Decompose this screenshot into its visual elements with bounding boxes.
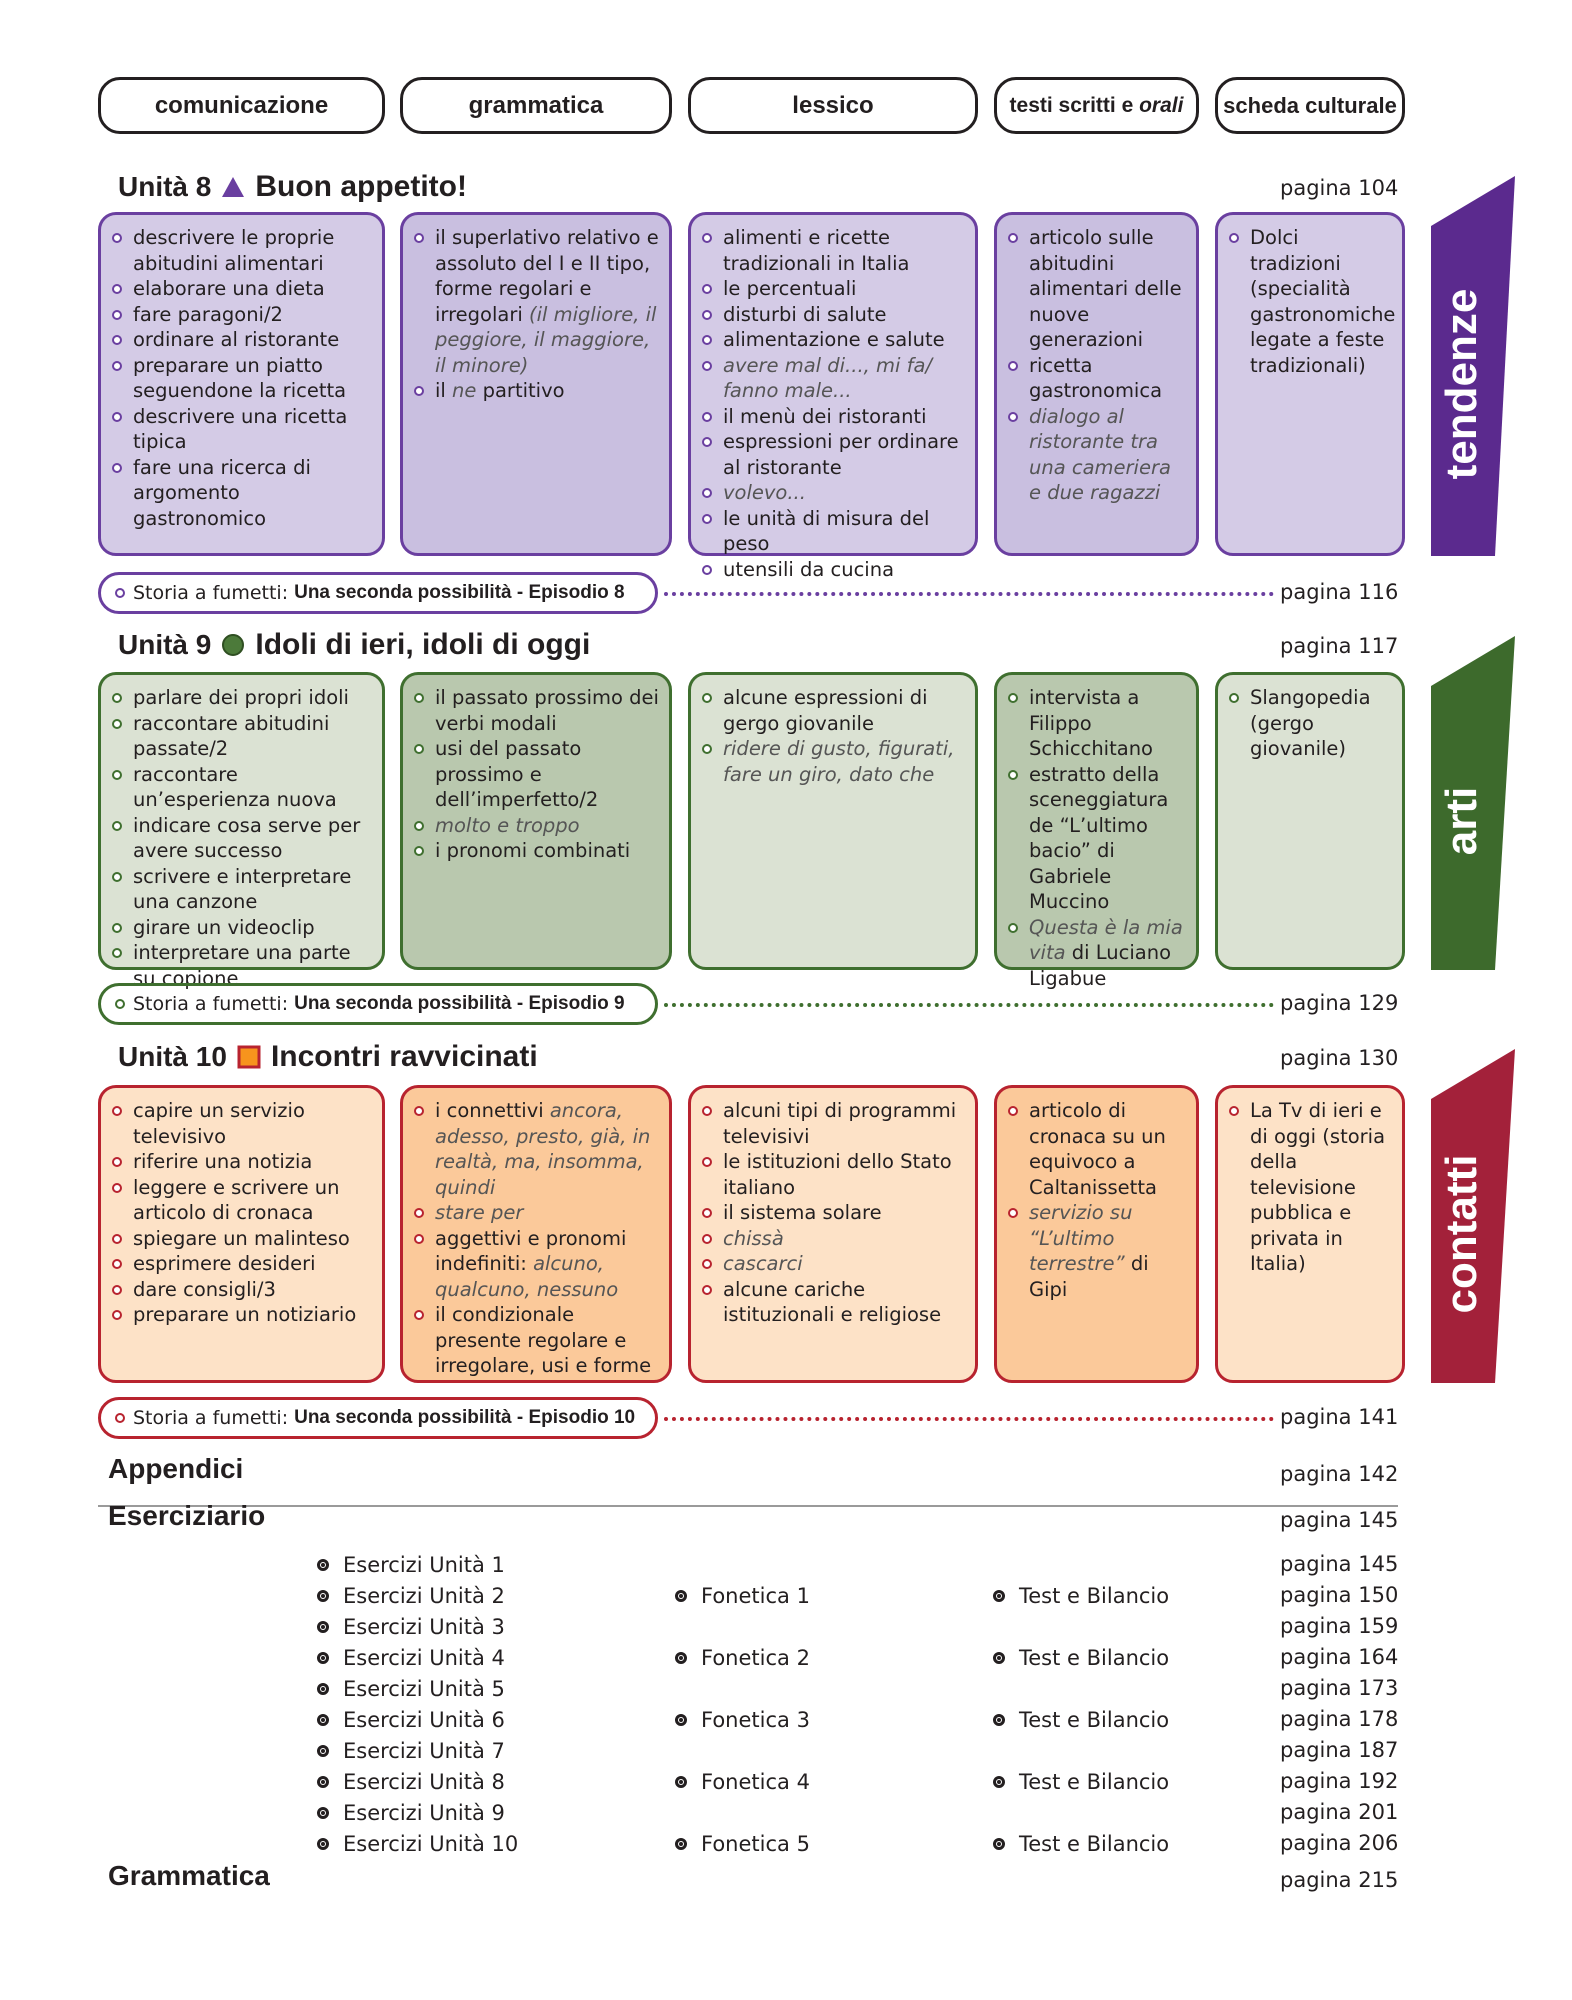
bullet-icon bbox=[993, 1714, 1005, 1726]
item-text: espressioni per ordinare al ristorante bbox=[723, 430, 959, 479]
test-item-label: Test e Bilancio bbox=[1019, 1646, 1170, 1670]
item-text: raccontare abitudini passate/2 bbox=[133, 711, 330, 760]
list-item bbox=[109, 1302, 374, 1328]
item-text: spiegare un malinteso bbox=[133, 1226, 350, 1250]
item-text: articolo sulle abitudini alimentari delle nuove generazioni bbox=[1029, 226, 1182, 351]
list-item bbox=[109, 404, 374, 455]
test-item bbox=[993, 1770, 1169, 1794]
unit-title bbox=[118, 170, 467, 204]
item-text: il condizionale presente regolare e irregolare, usi e forme bbox=[435, 1303, 652, 1377]
unit-column bbox=[400, 212, 672, 556]
appendici-page: pagina 142 bbox=[1280, 1462, 1399, 1486]
item-text: parlare dei propri idoli bbox=[133, 686, 349, 709]
triangle-icon bbox=[221, 175, 245, 199]
list-item bbox=[411, 225, 661, 378]
unit-column bbox=[994, 1085, 1199, 1383]
esercizi-item bbox=[317, 1677, 505, 1701]
item-italic: cascarci bbox=[723, 1252, 803, 1275]
dotted-leader bbox=[664, 1417, 1274, 1421]
item-text: Dolci tradizioni (specialità gastronomiche legate a feste tradizionali) bbox=[1250, 226, 1396, 377]
list-item bbox=[109, 813, 374, 864]
test-item-label: Test e Bilancio bbox=[1019, 1584, 1170, 1608]
list-item bbox=[699, 736, 967, 787]
list-item bbox=[1226, 225, 1394, 378]
list-item bbox=[1226, 685, 1394, 762]
list-item bbox=[109, 353, 374, 404]
list-item bbox=[411, 736, 661, 813]
esercizi-item-label: Esercizi Unità 8 bbox=[343, 1770, 505, 1794]
list-item bbox=[699, 276, 967, 302]
test-item bbox=[993, 1646, 1169, 1670]
theme-band-label: tendenze bbox=[1437, 288, 1486, 480]
list-item bbox=[699, 1098, 967, 1149]
esercizi-item bbox=[317, 1770, 505, 1794]
esercizi-page: pagina 201 bbox=[1280, 1800, 1399, 1824]
list-item bbox=[1005, 353, 1188, 404]
bullet-icon bbox=[675, 1714, 687, 1726]
story-prefix: Storia a fumetti: bbox=[133, 582, 289, 604]
bullet-icon bbox=[115, 588, 125, 598]
esercizi-page: pagina 150 bbox=[1280, 1583, 1399, 1607]
list-item bbox=[109, 1251, 374, 1277]
list-item bbox=[1005, 1098, 1188, 1200]
item-italic: ne bbox=[452, 379, 477, 402]
list-item bbox=[699, 1200, 967, 1226]
grammatica-page: pagina 215 bbox=[1280, 1868, 1399, 1892]
list-item bbox=[109, 1175, 374, 1226]
item-italic: alcuno, qualcuno, nessuno bbox=[435, 1252, 619, 1301]
item-text: interpretare una parte su copione bbox=[133, 941, 351, 990]
list-item bbox=[699, 480, 967, 506]
item-text: alcune cariche istituzionali e religiose bbox=[723, 1277, 942, 1326]
bullet-icon bbox=[317, 1807, 329, 1819]
unit-label: Unità 9 bbox=[118, 629, 212, 660]
dotted-leader bbox=[664, 592, 1274, 596]
list-item bbox=[109, 915, 374, 941]
bullet-icon bbox=[317, 1652, 329, 1664]
esercizi-item bbox=[317, 1739, 505, 1763]
grammatica-title: Grammatica bbox=[108, 1860, 270, 1891]
esercizi-item-label: Esercizi Unità 1 bbox=[343, 1553, 505, 1577]
list-item bbox=[411, 1226, 661, 1303]
list-item bbox=[699, 429, 967, 480]
story-row[interactable] bbox=[98, 1397, 658, 1439]
esercizi-item bbox=[317, 1646, 505, 1670]
header-scheda-culturale: scheda culturale bbox=[1215, 77, 1405, 134]
square-icon bbox=[237, 1045, 261, 1069]
item-italic: avere mal di..., mi fa/ fanno male... bbox=[723, 353, 933, 402]
item-text: esprimere desideri bbox=[133, 1252, 316, 1275]
test-item bbox=[993, 1708, 1169, 1732]
story-page: pagina 129 bbox=[1280, 991, 1399, 1015]
item-text: alcuni tipi di programmi televisivi bbox=[723, 1099, 957, 1148]
story-title: Una seconda possibilità - Episodio 8 bbox=[294, 582, 625, 603]
bullet-icon bbox=[115, 1413, 125, 1423]
item-text: di Luciano Ligabue bbox=[1029, 941, 1172, 990]
item-text: preparare un piatto seguendone la ricetta bbox=[133, 353, 347, 402]
list-item bbox=[699, 1251, 967, 1277]
list-item bbox=[1005, 404, 1188, 506]
item-text: indicare cosa serve per avere successo bbox=[133, 813, 361, 862]
list-item bbox=[1005, 225, 1188, 353]
item-italic: Questa è la mia vita bbox=[1029, 915, 1183, 964]
bullet-icon bbox=[317, 1776, 329, 1788]
bullet-icon bbox=[993, 1652, 1005, 1664]
list-item bbox=[411, 1098, 661, 1200]
esercizi-item-label: Esercizi Unità 6 bbox=[343, 1708, 505, 1732]
unit-page: pagina 104 bbox=[1280, 176, 1399, 200]
esercizi-item-label: Esercizi Unità 10 bbox=[343, 1832, 519, 1856]
item-italic: dialogo al ristorante tra una cameriera e due ragazzi bbox=[1029, 404, 1171, 504]
story-title: Una seconda possibilità - Episodio 9 bbox=[294, 993, 625, 1014]
story-page: pagina 116 bbox=[1280, 580, 1399, 604]
esercizi-page: pagina 164 bbox=[1280, 1645, 1399, 1669]
esercizi-item-label: Esercizi Unità 5 bbox=[343, 1677, 505, 1701]
esercizi-item-label: Esercizi Unità 2 bbox=[343, 1584, 505, 1608]
unit-column bbox=[688, 1085, 978, 1383]
esercizi-page: pagina 206 bbox=[1280, 1831, 1399, 1855]
unit-column bbox=[1215, 672, 1405, 970]
item-text: capire un servizio televisivo bbox=[133, 1099, 305, 1148]
unit-column bbox=[688, 672, 978, 970]
header-grammatica: grammatica bbox=[400, 77, 672, 134]
item-text: preparare un notiziario bbox=[133, 1303, 357, 1326]
unit-column bbox=[400, 672, 672, 970]
item-text: le percentuali bbox=[723, 277, 857, 300]
item-text: il bbox=[435, 379, 446, 402]
esercizi-item-label: Esercizi Unità 4 bbox=[343, 1646, 505, 1670]
item-text: utensili da cucina bbox=[723, 557, 895, 581]
bullet-icon bbox=[317, 1590, 329, 1602]
item-text: estratto della sceneggiatura de “L’ultimo bacio” di Gabriele Muccino bbox=[1029, 762, 1169, 913]
item-italic: ridere di gusto, figurati, fare un giro, dato che bbox=[723, 737, 955, 786]
esercizi-item-label: Esercizi Unità 3 bbox=[343, 1615, 505, 1639]
list-item bbox=[109, 276, 374, 302]
esercizi-item bbox=[317, 1708, 505, 1732]
item-text: raccontare un’esperienza nuova bbox=[133, 762, 337, 811]
esercizi-page: pagina 192 bbox=[1280, 1769, 1399, 1793]
unit-column bbox=[994, 212, 1199, 556]
item-text: girare un videoclip bbox=[133, 915, 315, 939]
unit-label: Unità 8 bbox=[118, 171, 212, 202]
item-text: scrivere e interpretare una canzone bbox=[133, 864, 352, 913]
esercizi-item bbox=[317, 1832, 518, 1856]
unit-label: Unità 10 bbox=[118, 1041, 227, 1072]
bullet-icon bbox=[993, 1776, 1005, 1788]
unit-name: Idoli di ieri, idoli di oggi bbox=[255, 628, 591, 661]
list-item bbox=[411, 685, 661, 736]
unit-column bbox=[98, 212, 385, 556]
fonetica-item-label: Fonetica 5 bbox=[701, 1832, 810, 1856]
unit-title bbox=[118, 1040, 538, 1074]
list-item bbox=[699, 225, 967, 276]
bullet-icon bbox=[675, 1590, 687, 1602]
item-text: descrivere una ricetta tipica bbox=[133, 404, 348, 453]
list-item bbox=[109, 455, 374, 532]
list-item bbox=[411, 378, 661, 404]
list-item bbox=[699, 557, 967, 583]
unit-page: pagina 130 bbox=[1280, 1046, 1399, 1070]
item-text: dare consigli/3 bbox=[133, 1277, 276, 1301]
fonetica-item bbox=[675, 1584, 810, 1608]
item-text: disturbi di salute bbox=[723, 302, 887, 326]
unit-name: Incontri ravvicinati bbox=[270, 1040, 538, 1073]
bullet-icon bbox=[115, 999, 125, 1009]
theme-band-label-wrap bbox=[1427, 672, 1497, 970]
test-item-label: Test e Bilancio bbox=[1019, 1708, 1170, 1732]
fonetica-item bbox=[675, 1646, 810, 1670]
item-text: di Gipi bbox=[1029, 1252, 1149, 1301]
list-item bbox=[411, 1302, 661, 1379]
unit-column bbox=[400, 1085, 672, 1383]
list-item bbox=[1005, 1200, 1188, 1302]
list-item bbox=[109, 1098, 374, 1149]
bullet-icon bbox=[317, 1559, 329, 1571]
circle-icon bbox=[221, 633, 245, 657]
item-text: aggettivi e pronomi indefiniti: bbox=[435, 1226, 627, 1275]
item-text: articolo di cronaca su un equivoco a Caltanissetta bbox=[1029, 1099, 1166, 1199]
list-item bbox=[699, 353, 967, 404]
item-italic: volevo... bbox=[723, 481, 806, 504]
item-text: leggere e scrivere un articolo di cronaca bbox=[133, 1175, 340, 1224]
bullet-icon bbox=[993, 1838, 1005, 1850]
list-item bbox=[109, 864, 374, 915]
item-text: partitivo bbox=[482, 379, 565, 402]
list-item bbox=[109, 225, 374, 276]
item-text: i pronomi combinati bbox=[435, 839, 631, 862]
item-text: il menù dei ristoranti bbox=[723, 404, 927, 428]
esercizi-item bbox=[317, 1615, 505, 1639]
esercizi-page: pagina 159 bbox=[1280, 1614, 1399, 1638]
item-text: intervista a Filippo Schicchitano bbox=[1029, 686, 1153, 760]
item-italic: ancora, adesso, presto, già, in realtà, ma, insomma, quindi bbox=[435, 1099, 651, 1199]
item-italic: stare per bbox=[435, 1201, 524, 1224]
fonetica-item-label: Fonetica 3 bbox=[701, 1708, 810, 1732]
test-item bbox=[993, 1832, 1169, 1856]
header-testi: testi scritti e orali bbox=[994, 77, 1199, 134]
test-item bbox=[993, 1584, 1169, 1608]
fonetica-item bbox=[675, 1770, 810, 1794]
item-text: fare una ricerca di argomento gastronomico bbox=[133, 455, 311, 530]
bullet-icon bbox=[993, 1590, 1005, 1602]
list-item bbox=[699, 685, 967, 736]
list-item bbox=[109, 1149, 374, 1175]
unit-title bbox=[118, 628, 590, 662]
item-text: alimenti e ricette tradizionali in Italia bbox=[723, 226, 910, 275]
fonetica-item bbox=[675, 1708, 810, 1732]
item-text: Slangopedia (gergo giovanile) bbox=[1250, 686, 1371, 760]
esercizi-page: pagina 178 bbox=[1280, 1707, 1399, 1731]
test-item-label: Test e Bilancio bbox=[1019, 1832, 1170, 1856]
unit-name: Buon appetito! bbox=[255, 170, 467, 203]
list-item bbox=[1005, 685, 1188, 762]
fonetica-item-label: Fonetica 4 bbox=[701, 1770, 810, 1794]
esercizi-item bbox=[317, 1584, 505, 1608]
item-text: ricetta gastronomica bbox=[1029, 353, 1163, 402]
esercizi-page: pagina 173 bbox=[1280, 1676, 1399, 1700]
list-item bbox=[109, 762, 374, 813]
bullet-icon bbox=[317, 1745, 329, 1757]
esercizi-page: pagina 145 bbox=[1280, 1552, 1399, 1576]
theme-band-label: contatti bbox=[1437, 1154, 1486, 1314]
list-item bbox=[1005, 762, 1188, 915]
list-item bbox=[411, 813, 661, 839]
divider bbox=[98, 1505, 1398, 1507]
list-item bbox=[1005, 915, 1188, 992]
esercizi-item bbox=[317, 1553, 505, 1577]
unit-column bbox=[1215, 1085, 1405, 1383]
bullet-icon bbox=[675, 1776, 687, 1788]
list-item bbox=[411, 838, 661, 864]
list-item bbox=[109, 302, 374, 328]
list-item bbox=[411, 1200, 661, 1226]
list-item bbox=[699, 1277, 967, 1328]
header-comunicazione: comunicazione bbox=[98, 77, 385, 134]
item-text: il superlativo relativo e assoluto del I e II tipo, forme regolari e irregolari bbox=[435, 226, 659, 326]
item-text: i connettivi bbox=[435, 1099, 544, 1122]
item-text: alcune espressioni di gergo giovanile bbox=[723, 686, 928, 735]
bullet-icon bbox=[317, 1838, 329, 1850]
item-text: le istituzioni dello Stato italiano bbox=[723, 1150, 952, 1199]
bullet-icon bbox=[675, 1652, 687, 1664]
esercizi-item-label: Esercizi Unità 7 bbox=[343, 1739, 505, 1763]
story-title: Una seconda possibilità - Episodio 10 bbox=[294, 1407, 636, 1428]
fonetica-item-label: Fonetica 2 bbox=[701, 1646, 810, 1670]
header-lessico: lessico bbox=[688, 77, 978, 134]
list-item bbox=[699, 302, 967, 328]
item-text: fare paragoni/2 bbox=[133, 302, 283, 326]
item-text: le unità di misura del peso bbox=[723, 506, 930, 555]
theme-band-label: arti bbox=[1437, 786, 1486, 856]
item-italic: servizio su “L’ultimo terrestre” bbox=[1029, 1201, 1133, 1275]
item-text: elaborare una dieta bbox=[133, 277, 325, 300]
list-item bbox=[109, 327, 374, 353]
item-text: il passato prossimo dei verbi modali bbox=[435, 686, 659, 735]
item-text: alimentazione e salute bbox=[723, 328, 945, 351]
bullet-icon bbox=[317, 1714, 329, 1726]
story-prefix: Storia a fumetti: bbox=[133, 993, 289, 1015]
list-item bbox=[109, 711, 374, 762]
item-italic: chissà bbox=[723, 1226, 784, 1250]
item-text: ordinare al ristorante bbox=[133, 328, 340, 351]
appendici-title: Appendici bbox=[108, 1453, 244, 1484]
bullet-icon bbox=[675, 1838, 687, 1850]
item-italic: molto e troppo bbox=[435, 813, 580, 837]
unit-column bbox=[994, 672, 1199, 990]
list-item bbox=[1226, 1098, 1394, 1277]
list-item bbox=[699, 506, 967, 557]
bullet-icon bbox=[317, 1621, 329, 1633]
list-item bbox=[699, 1226, 967, 1252]
eserciziario-page: pagina 145 bbox=[1280, 1508, 1399, 1532]
unit-column bbox=[1215, 212, 1405, 556]
item-text: il sistema solare bbox=[723, 1201, 882, 1224]
bullet-icon bbox=[317, 1683, 329, 1695]
story-page: pagina 141 bbox=[1280, 1405, 1399, 1429]
list-item bbox=[109, 1226, 374, 1252]
esercizi-page: pagina 187 bbox=[1280, 1738, 1399, 1762]
item-text: usi del passato prossimo e dell’imperfetto/2 bbox=[435, 737, 599, 811]
esercizi-item bbox=[317, 1801, 505, 1825]
list-item bbox=[699, 404, 967, 430]
unit-column bbox=[98, 672, 385, 990]
story-prefix: Storia a fumetti: bbox=[133, 1407, 289, 1429]
theme-band-label-wrap bbox=[1427, 212, 1497, 556]
list-item bbox=[699, 1149, 967, 1200]
story-row[interactable] bbox=[98, 572, 658, 614]
unit-page: pagina 117 bbox=[1280, 634, 1399, 658]
esercizi-item-label: Esercizi Unità 9 bbox=[343, 1801, 505, 1825]
fonetica-item-label: Fonetica 1 bbox=[701, 1584, 810, 1608]
item-text: La Tv di ieri e di oggi (storia della televisione pubblica e privata in Italia) bbox=[1250, 1099, 1386, 1275]
eserciziario-title: Eserciziario bbox=[108, 1500, 266, 1531]
unit-column bbox=[688, 212, 978, 581]
story-row[interactable] bbox=[98, 983, 658, 1025]
item-text: descrivere le proprie abitudini alimentari bbox=[133, 226, 335, 275]
theme-band-label-wrap bbox=[1427, 1085, 1497, 1383]
fonetica-item bbox=[675, 1832, 810, 1856]
item-text: riferire una notizia bbox=[133, 1150, 313, 1173]
test-item-label: Test e Bilancio bbox=[1019, 1770, 1170, 1794]
list-item bbox=[699, 327, 967, 353]
list-item bbox=[109, 685, 374, 711]
item-italic: (il migliore, il peggiore, il maggiore, il minore) bbox=[435, 302, 657, 377]
list-item bbox=[109, 1277, 374, 1303]
dotted-leader bbox=[664, 1003, 1274, 1007]
unit-column bbox=[98, 1085, 385, 1383]
